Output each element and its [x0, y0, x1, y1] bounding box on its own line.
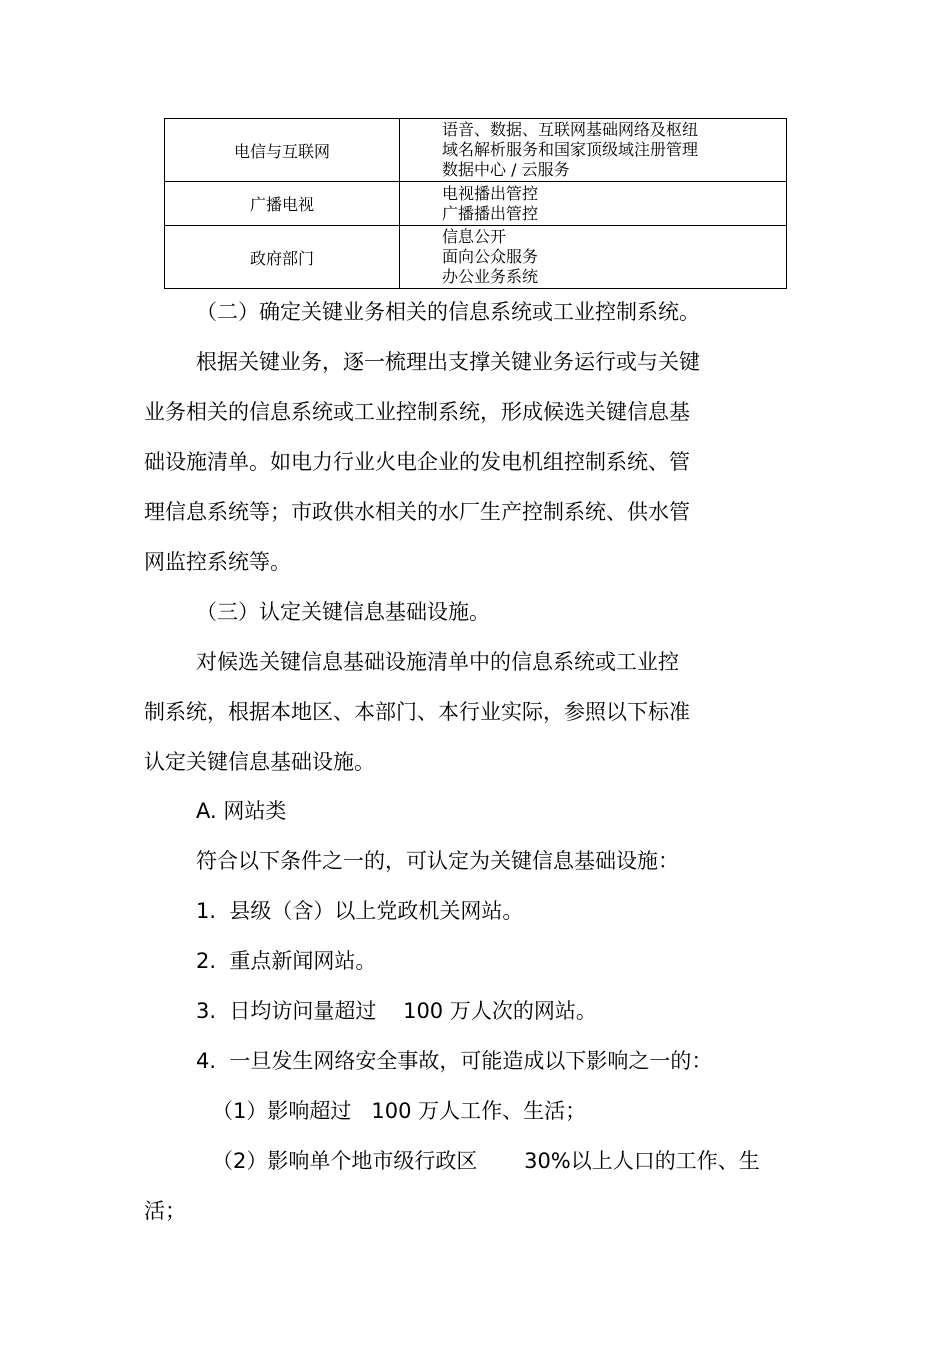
services-cell	[400, 226, 787, 289]
paragraph-line: 符合以下条件之一的，可认定为关键信息基础设施：	[196, 849, 679, 873]
service-item: 语音、数据、互联网基础网络及枢纽	[442, 120, 699, 139]
service-item: 办公业务系统	[442, 267, 539, 286]
paragraph-line: 对候选关键信息基础设施清单中的信息系统或工业控	[196, 650, 679, 674]
sub-list-item: （1）影响超过 100 万人工作、生活；	[212, 1099, 587, 1123]
sub-list-item: （2）影响单个地市级行政区 30%以上人口的工作、生	[212, 1149, 760, 1173]
list-item: 2. 重点新闻网站。	[196, 949, 377, 973]
paragraph-line: 网监控系统等。	[144, 550, 291, 574]
sector-cell: 政府部门	[165, 226, 400, 289]
table-row	[165, 182, 787, 226]
service-item: 广播播出管控	[442, 203, 539, 223]
paragraph-line: 础设施清单。如电力行业火电企业的发电机组控制系统、管	[144, 450, 690, 474]
service-item: 面向公众服务	[442, 247, 539, 266]
table-row	[165, 226, 787, 289]
service-item: 数据中心 / 云服务	[442, 160, 570, 179]
paragraph-line: 认定关键信息基础设施。	[144, 750, 375, 774]
list-item: 3. 日均访问量超过 100 万人次的网站。	[196, 999, 597, 1023]
list-item: 4. 一旦发生网络安全事故，可能造成以下影响之一的：	[196, 1049, 713, 1073]
section-heading: （二）确定关键业务相关的信息系统或工业控制系统。	[196, 300, 700, 324]
paragraph-line: 理信息系统等；市政供水相关的水厂生产控制系统、供水管	[144, 500, 690, 524]
list-item: 1. 县级（含）以上党政机关网站。	[196, 899, 524, 923]
sector-cell: 广播电视	[165, 182, 400, 226]
service-item: 信息公开	[442, 227, 507, 246]
services-cell	[400, 119, 787, 182]
services-cell	[400, 182, 787, 226]
paragraph-line: 活；	[144, 1199, 186, 1223]
service-item: 域名解析服务和国家顶级域注册管理	[442, 140, 699, 159]
table-row	[165, 119, 787, 182]
paragraph-line: 制系统，根据本地区、本部门、本行业实际，参照以下标准	[144, 700, 690, 724]
service-item: 电视播出管控	[442, 183, 539, 203]
category-heading: A. 网站类	[196, 799, 287, 823]
paragraph-line: 业务相关的信息系统或工业控制系统，形成候选关键信息基	[144, 400, 690, 424]
infrastructure-table	[164, 118, 787, 289]
sector-cell: 电信与互联网	[165, 119, 400, 182]
paragraph-line: 根据关键业务，逐一梳理出支撑关键业务运行或与关键	[196, 350, 700, 374]
section-heading: （三）认定关键信息基础设施。	[196, 600, 490, 624]
